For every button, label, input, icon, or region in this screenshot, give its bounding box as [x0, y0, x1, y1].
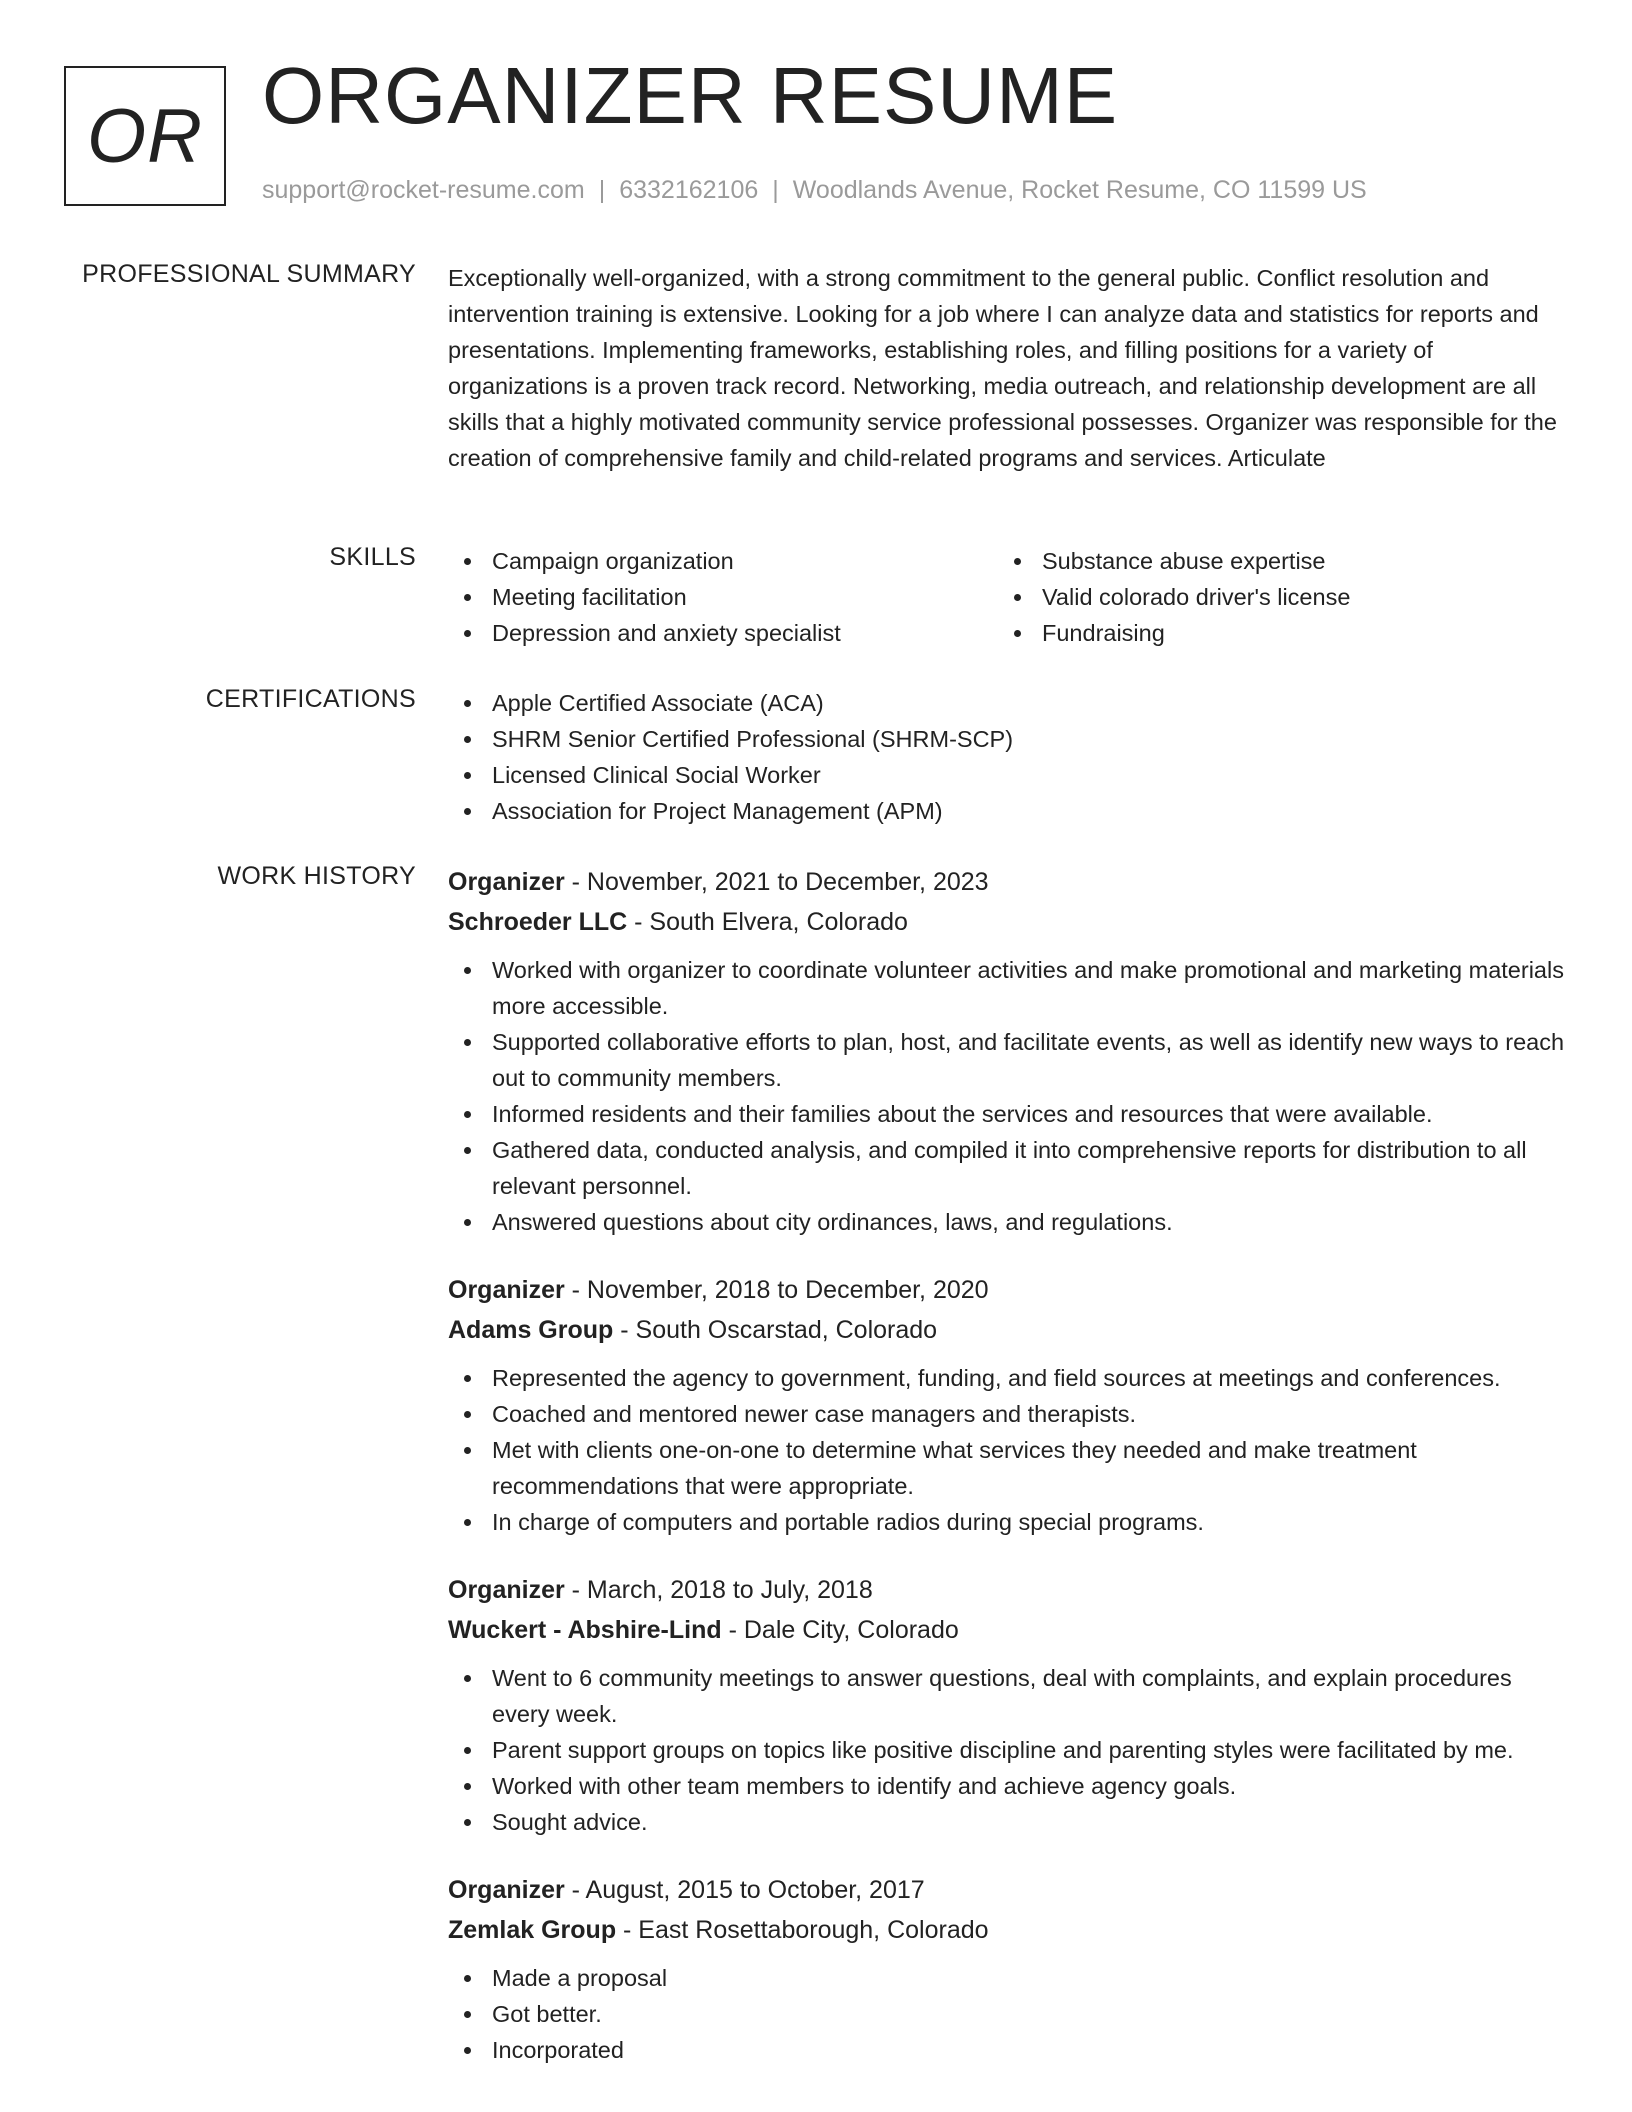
job-duty: In charge of computers and portable radios during special programs. [448, 1504, 1568, 1540]
job-entry [448, 1570, 1568, 1840]
company-location: - East Rosettaborough, Colorado [616, 1916, 989, 1944]
certification-item: Association for Project Management (APM) [448, 793, 1568, 829]
job-dates: - November, 2021 to December, 2023 [564, 868, 989, 896]
job-duty: Represented the agency to government, funding, and field sources at meetings and conferences. [448, 1360, 1568, 1396]
job-title-line [448, 1870, 1568, 1910]
company-name: Zemlak Group [448, 1916, 617, 1944]
skill-item: Valid colorado driver's license [998, 579, 1548, 615]
section-heading-summary: PROFESSIONAL SUMMARY [82, 260, 416, 288]
skills-grid [448, 543, 1568, 651]
certifications-list [448, 685, 1568, 829]
job-duty: Gathered data, conducted analysis, and compiled it into comprehensive reports for distribution to all relevant personnel. [448, 1132, 1568, 1204]
job-duties-list [448, 1360, 1568, 1540]
company-location: - Dale City, Colorado [721, 1616, 959, 1644]
company-location: - South Elvera, Colorado [627, 908, 908, 936]
job-entry [448, 1870, 1568, 2068]
job-duty: Worked with other team members to identify and achieve agency goals. [448, 1768, 1568, 1804]
skills-list-left [448, 543, 998, 651]
resume-title: ORGANIZER RESUME [262, 51, 1119, 140]
job-company-line [448, 1910, 1568, 1950]
company-location: - South Oscarstad, Colorado [613, 1316, 938, 1344]
contact-separator: | [598, 176, 606, 204]
job-entry [448, 1270, 1568, 1540]
job-company-line [448, 902, 1568, 942]
summary-text: Exceptionally well-organized, with a strong commitment to the general public. Conflict resolution and intervention training is extensive. Looking for a job where I can analyze data and statistics for reports and presentations. Implementing frameworks, establishing roles, and filling positions for a variety of organizations is a proven track record. Networking, media outreach, and relationship development are all skills that a highly motivated community service professional possesses. Organizer was responsible for the creation of comprehensive family and child-related programs and services. Articulate [448, 265, 1557, 471]
job-company-line [448, 1310, 1568, 1350]
job-title: Organizer [448, 1876, 565, 1904]
skill-item: Meeting facilitation [448, 579, 998, 615]
monogram-logo: OR [64, 66, 226, 206]
work-history-body [448, 862, 1568, 2098]
job-entry [448, 862, 1568, 1240]
job-duty: Incorporated [448, 2032, 1568, 2068]
section-heading-skills: SKILLS [329, 543, 416, 571]
job-duty: Coached and mentored newer case managers and therapists. [448, 1396, 1568, 1432]
job-title: Organizer [448, 1276, 565, 1304]
skills-list-right [998, 543, 1548, 651]
skill-item: Fundraising [998, 615, 1548, 651]
job-duty: Informed residents and their families about the services and resources that were available. [448, 1096, 1568, 1132]
certification-item: SHRM Senior Certified Professional (SHRM-SCP) [448, 721, 1568, 757]
job-duty: Got better. [448, 1996, 1568, 2032]
job-duty: Went to 6 community meetings to answer questions, deal with complaints, and explain procedures every week. [448, 1660, 1568, 1732]
certification-item: Apple Certified Associate (ACA) [448, 685, 1568, 721]
job-duty: Answered questions about city ordinances, laws, and regulations. [448, 1204, 1568, 1240]
skills-body [448, 543, 1568, 651]
job-dates: - November, 2018 to December, 2020 [564, 1276, 989, 1304]
skill-item: Substance abuse expertise [998, 543, 1548, 579]
job-duty: Parent support groups on topics like positive discipline and parenting styles were facilitated by me. [448, 1732, 1568, 1768]
job-title-line [448, 1570, 1568, 1610]
company-name: Adams Group [448, 1316, 614, 1344]
job-duties-list [448, 1960, 1568, 2068]
job-company-line [448, 1610, 1568, 1650]
job-duty: Met with clients one-on-one to determine what services they needed and make treatment recommendations that were appropriate. [448, 1432, 1568, 1504]
skill-item: Campaign organization [448, 543, 998, 579]
phone-number[interactable]: 6332162106 [619, 176, 759, 204]
email-link[interactable]: support@rocket-resume.com [262, 176, 585, 204]
contact-line [262, 176, 1367, 205]
job-duty: Made a proposal [448, 1960, 1568, 1996]
job-dates: - March, 2018 to July, 2018 [564, 1576, 873, 1604]
job-duty: Supported collaborative efforts to plan, host, and facilitate events, as well as identify new ways to reach out to community members. [448, 1024, 1568, 1096]
job-duty: Sought advice. [448, 1804, 1568, 1840]
job-duties-list [448, 952, 1568, 1240]
job-duty: Worked with organizer to coordinate volunteer activities and make promotional and marketing materials more accessible. [448, 952, 1568, 1024]
job-dates: - August, 2015 to October, 2017 [564, 1876, 925, 1904]
job-title: Organizer [448, 868, 565, 896]
section-heading-certifications: CERTIFICATIONS [205, 685, 416, 713]
section-heading-work-history: WORK HISTORY [217, 862, 416, 890]
skill-item: Depression and anxiety specialist [448, 615, 998, 651]
job-title: Organizer [448, 1576, 565, 1604]
company-name: Wuckert - Abshire-Lind [448, 1616, 722, 1644]
address: Woodlands Avenue, Rocket Resume, CO 11599 US [792, 176, 1367, 204]
certification-item: Licensed Clinical Social Worker [448, 757, 1568, 793]
job-title-line [448, 1270, 1568, 1310]
job-duties-list [448, 1660, 1568, 1840]
company-name: Schroeder LLC [448, 908, 628, 936]
job-title-line [448, 862, 1568, 902]
summary-body [448, 260, 1568, 476]
certifications-body [448, 685, 1568, 829]
contact-separator: | [772, 176, 779, 204]
